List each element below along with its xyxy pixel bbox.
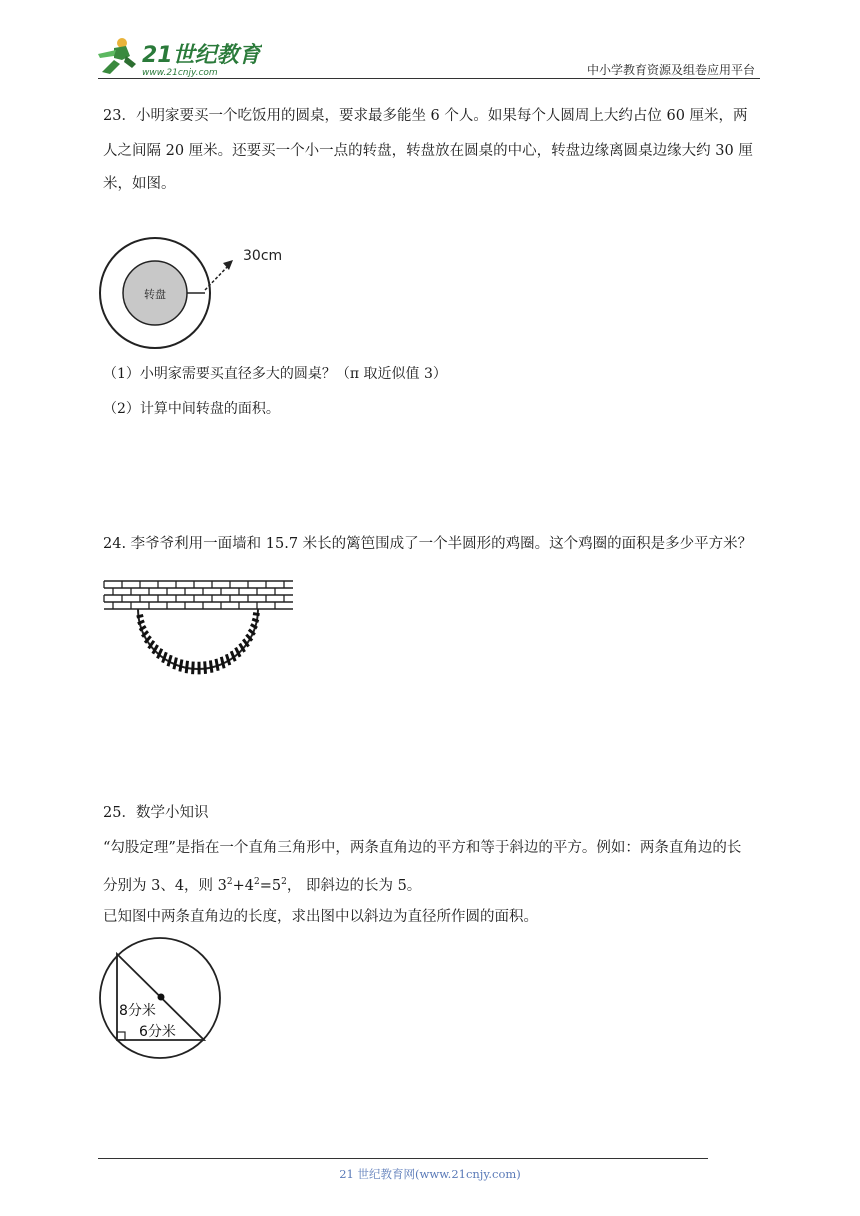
turntable-label: 转盘 <box>144 288 166 301</box>
fence-post <box>226 654 229 665</box>
logo-text: 21世纪教育 <box>142 43 261 68</box>
q23-sub2: （2）计算中间转盘的面积。 <box>103 401 280 417</box>
q25-line1: “勾股定理”是指在一个直角三角形中，两条直角边的平方和等于斜边的平方。例如：两条直角边的长 <box>103 840 742 856</box>
fence-post <box>253 614 260 615</box>
fence-post <box>163 652 167 662</box>
q23-line1: 23．小明家要买一个吃饭用的圆桌，要求最多能坐 6 个人。如果每个人圆周上大约占位 60 厘米，两 <box>103 108 748 124</box>
q23-line3: 米，如图。 <box>103 176 176 192</box>
brick-wall <box>104 581 293 609</box>
center-point <box>158 994 165 1001</box>
horizontal-side-label: 6分米 <box>139 1024 176 1040</box>
chicken-coop-figure <box>100 575 300 685</box>
triangle-circle-figure <box>95 935 225 1065</box>
fence-post <box>174 658 177 670</box>
fence-post <box>137 615 144 617</box>
footer-divider <box>98 1158 708 1159</box>
logo-url: www.21cnjy.com <box>142 68 218 78</box>
q24-line1: 24. 李爷爷利用一面墙和 15.7 米长的篱笆围成了一个半圆形的鸡圈。这个鸡圈的面积是多少平方米？ <box>103 536 753 552</box>
q25-title: 25．数学小知识 <box>103 805 209 821</box>
fence-post <box>216 659 218 671</box>
q25-line3: 已知图中两条直角边的长度，求出图中以斜边为直径所作圆的面积。 <box>103 909 538 925</box>
vertical-side-label: 8分米 <box>119 1003 156 1019</box>
q23-sub1: （1）小明家需要买直径多大的圆桌？（π 取近似值 3） <box>103 366 447 382</box>
fence-post <box>210 660 212 672</box>
fence-post <box>186 661 187 673</box>
round-table-figure <box>95 230 305 355</box>
fence-post <box>180 660 182 672</box>
fence-post <box>193 662 194 675</box>
distance-label: 30cm <box>243 248 283 264</box>
runner-icon <box>98 38 136 74</box>
site-logo <box>92 34 262 80</box>
fence-post <box>221 657 224 668</box>
q25-line2: 分别为 3、4，则 $3^2+4^2=5^2$， 即斜边的长为 5。 <box>103 877 422 894</box>
q23-line2: 人之间隔 20 厘米。还要买一个小一点的转盘，转盘放在圆桌的中心，转盘边缘离圆桌边缘大约 30 厘 <box>103 143 753 159</box>
fence-post <box>205 661 206 674</box>
fence-post <box>168 655 171 666</box>
footer-text: 21 世纪教育网(www.21cnjy.com) <box>339 1167 521 1181</box>
platform-name: 中小学教育资源及组卷应用平台 <box>586 63 755 77</box>
header-divider <box>98 78 760 79</box>
arrow-head-icon <box>223 260 233 270</box>
right-angle-mark <box>117 1032 125 1040</box>
